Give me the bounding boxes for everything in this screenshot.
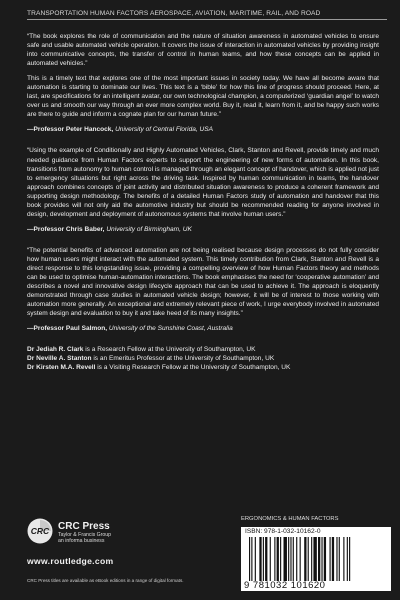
review-text-1: This is a timely text that explores one of the most important issues in society today. We have all become aware that automation is starting to dominate our lives. This text is a ‘bible’ for how this line of progress should proceed. Here, at last, are specifications for an intelligent avatar, our own technological champion, a computerized ‘guardian angel’ to watch over us and smooth our way through an ever more complex world. Buy it, read it, learn from it, and be happy such works are there to guide and inform a cognate plan for our human future.” [27,75,379,119]
reviewer-name-3: —Professor Paul Salmon, [27,325,108,333]
publisher-tagline: an informa business [58,538,105,545]
author-bio: is an Emeritus Professor at the University of Southampton, UK [91,355,275,363]
book-description: “The book explores the role of communication and the nature of situation awareness in automated vehicles to ensure safe and usable automated vehicle operation. It covers the issue of interaction in automated vehicles by providing insight into communicative concepts, the transfer of control in human teams, and how these concepts can be applied in automated vehicles.” [27,33,379,68]
author-name: Dr Neville A. Stanton [27,355,92,363]
barcode-panel [241,527,391,591]
author-bio: is a Research Fellow at the University of Southampton, UK [83,346,256,354]
review-attribution-1 [27,125,379,134]
publisher-url[interactable]: www.routledge.com [27,556,114,566]
review-text-3: “The potential benefits of advanced automation are not being realised because design processes do not fully consider how human users might interact with the automated system. This timely contribution from Clark, Stanton and Revell is a direct response to this longstanding issue, providing a compelling overview of how Human Factors theory and methods can be used to optimise human-automation interactions. The book emphasises the need for ‘cooperative automation’ and describes a novel and innovative design lifecycle approach that can be used to achieve it. The approach is eloquently demonstrated through case studies in automated vehicle design; however, it will be of interest to those working with automation more generally. An exceptional and extremely relevant piece of work, I urge everybody involved in automated system design and evaluation to buy it and take heed of its many insights.” [27,246,379,318]
review-text-2: “Using the example of Conditionally and Highly Automated Vehicles, Clark, Stanton and Revell, provide timely and much needed guidance from Human Factors experts to support the engineering of new forms of automation. In this book, transitions from autonomy to human control is managed through an elegant concept of handover, which is applied not just to emergency situations but right across the driving task. Inspired by human communication in teams, the handover approach combines concepts of joint activity and distributed situation awareness to produce a coherent framework and supporting design methodology. The benefits of a detailed Human Factors study of automation and handover that this book provides will not only aid the automotive industry but should be recommended reading for anyone involved in design, development and deployment of autonomous systems that involve human users.” [27,147,379,218]
review-attribution-2 [27,225,379,234]
author-bio: is a Visiting Research Fellow at the University of Southampton, UK [95,364,291,372]
author-item [27,354,379,363]
reviewer-affiliation-1: University of Central Florida, USA [115,126,213,134]
subject-category: ERGONOMICS & HUMAN FACTORS [241,516,339,522]
review-attribution-3 [27,324,379,333]
publisher-group: Taylor & Francis Group [58,532,112,538]
reviewer-affiliation-3: University of the Sunshine Coast, Australia [108,325,233,333]
barcode [249,537,383,581]
series-header: TRANSPORTATION HUMAN FACTORS AEROSPACE, AVIATION, MARITIME, RAIL, AND ROAD [27,10,387,20]
author-item [27,363,379,372]
logo-text: CRC [30,526,50,536]
author-item [27,345,379,354]
publisher-name: CRC Press [58,521,110,532]
author-list [27,345,379,372]
author-name: Dr Kirsten M.A. Revell [27,364,96,372]
ebook-disclaimer: CRC Press titles are available as eBook editions in a range of digital formats. [27,578,184,583]
reviewer-affiliation-2: University of Birmingham, UK [106,225,192,233]
author-name: Dr Jediah R. Clark [27,346,84,354]
isbn-label: ISBN: 978-1-032-10162-0 [245,528,321,535]
publisher-info [58,521,178,545]
reviewer-name-2: —Professor Chris Baber, [27,225,105,233]
reviewer-name-1: —Professor Peter Hancock, [27,126,114,134]
barcode-digits: 9 781032 101620 [244,580,326,591]
back-cover-text [27,32,379,372]
crc-press-logo [27,518,53,544]
